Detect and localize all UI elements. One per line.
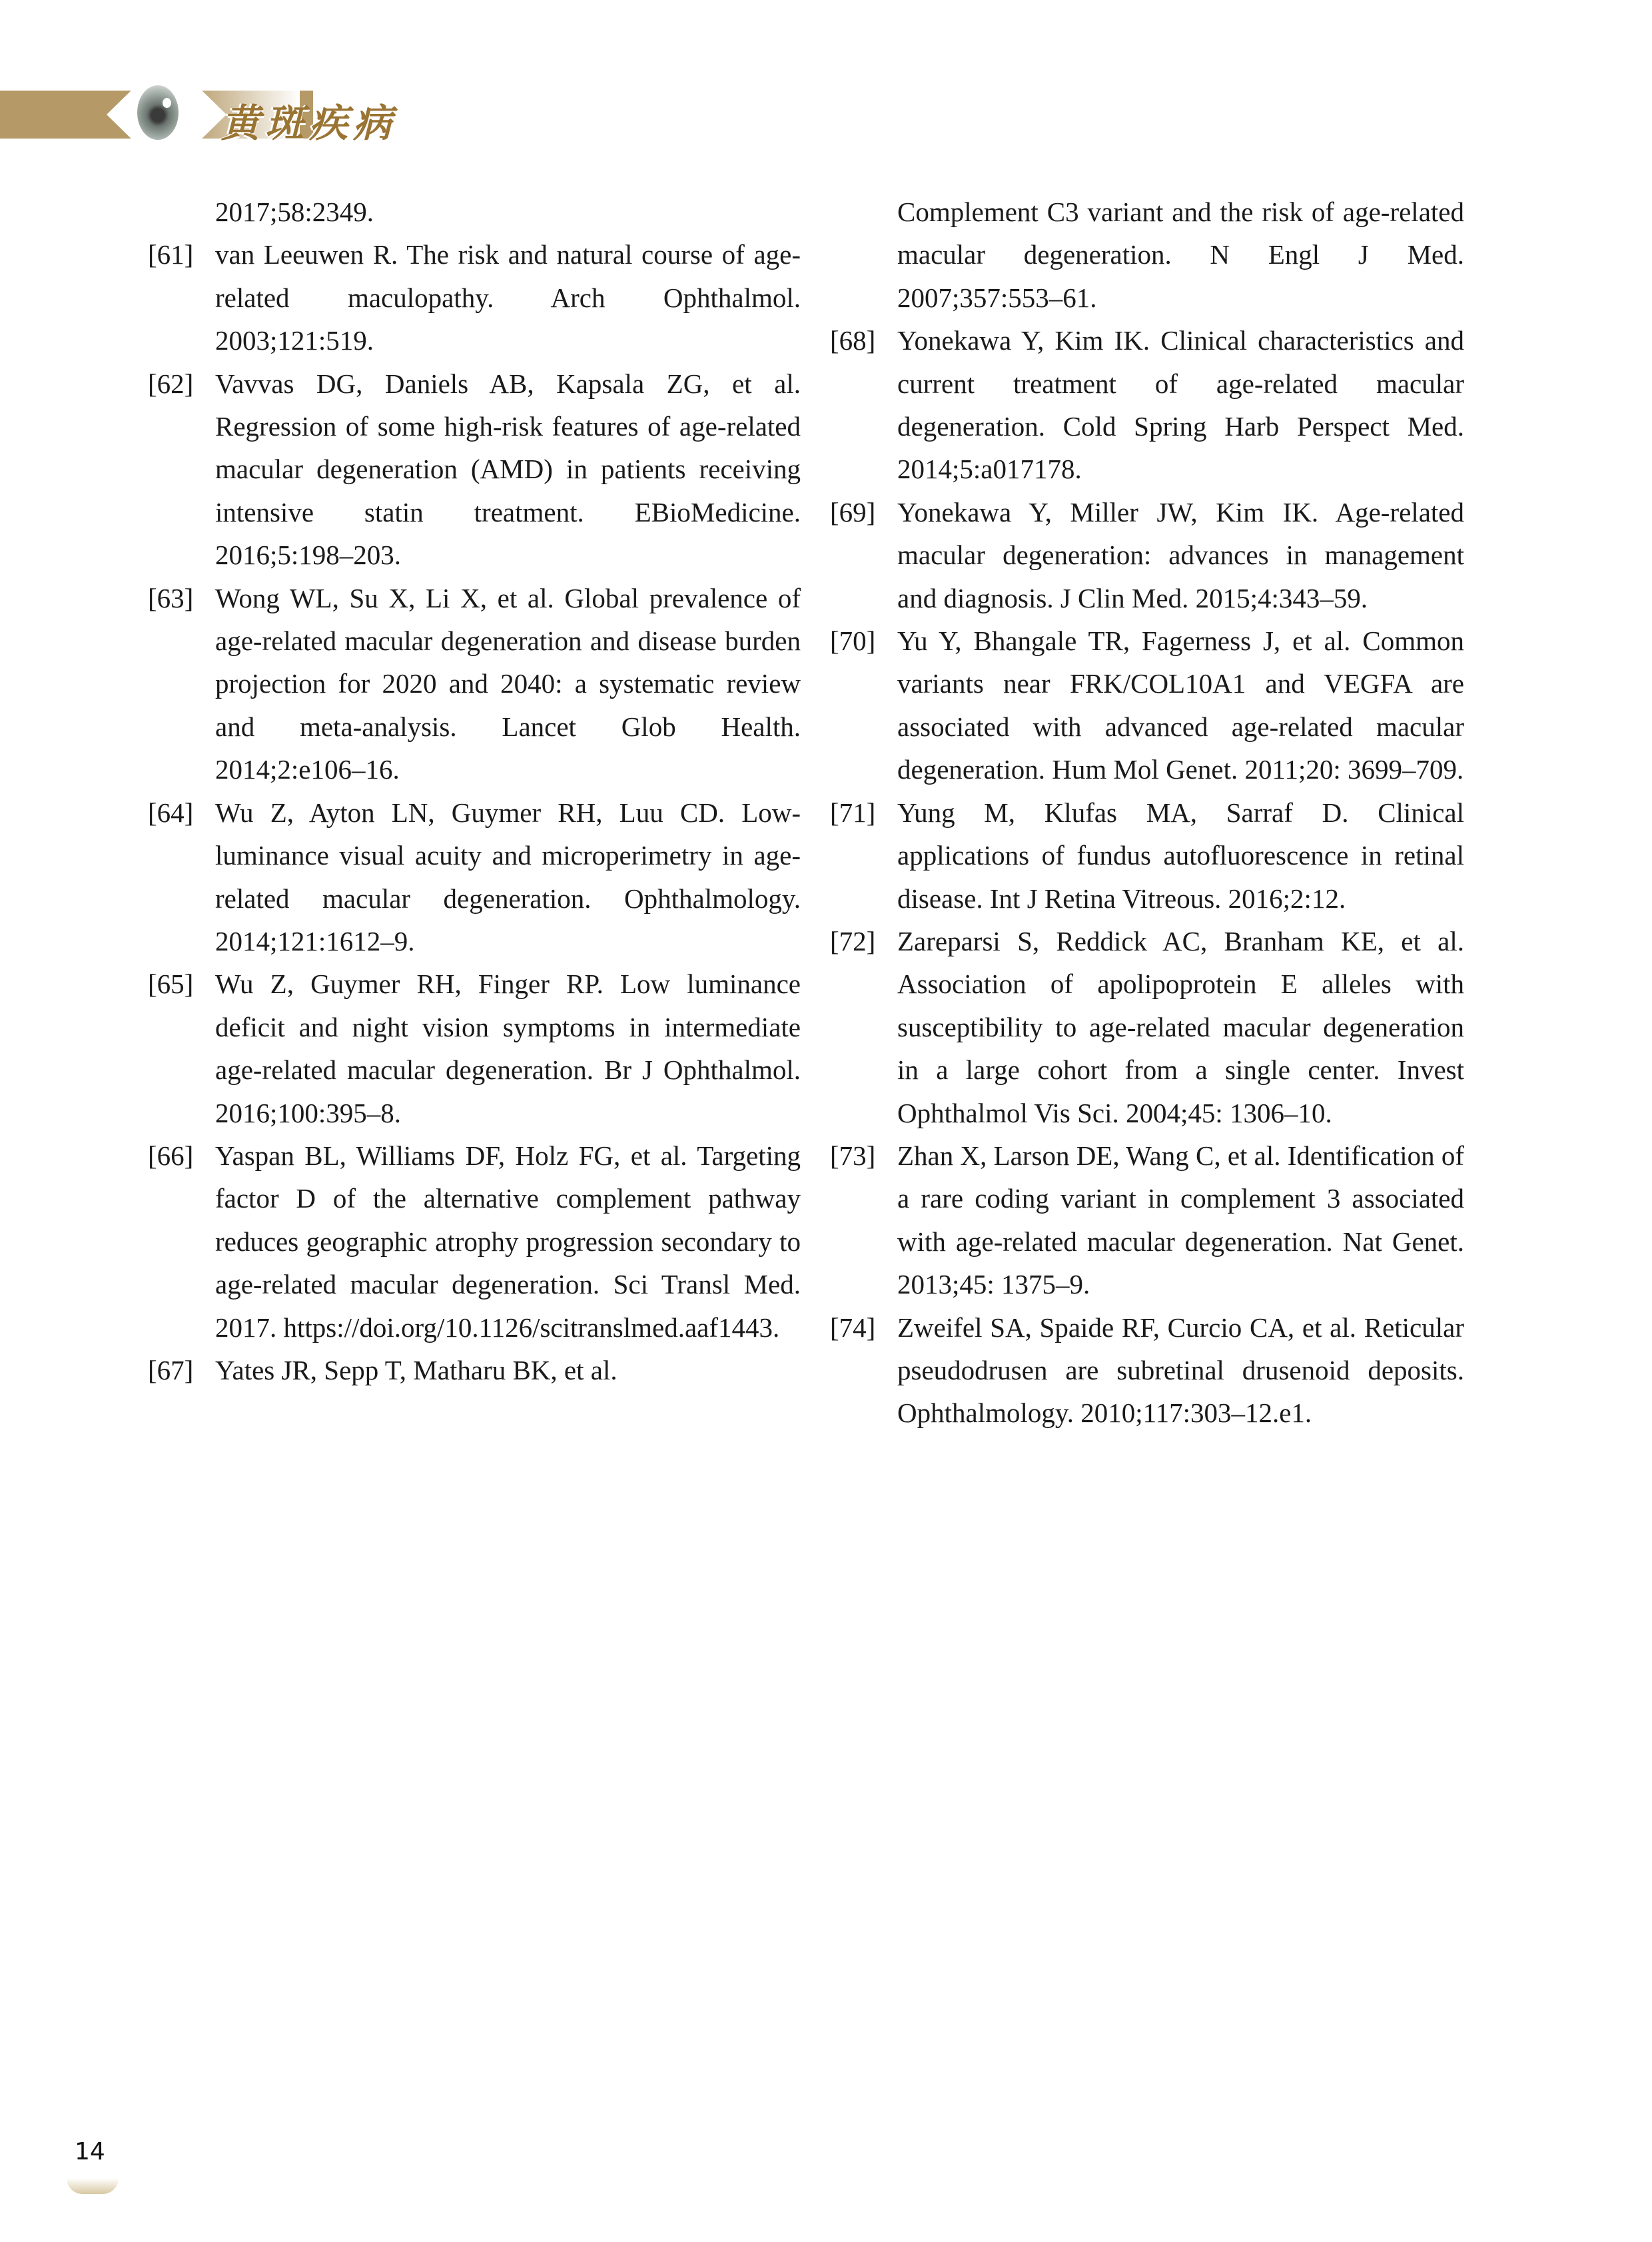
reference-entry bbox=[830, 190, 1464, 319]
reference-number: [69] bbox=[830, 496, 876, 528]
reference-text: Vavvas DG, Daniels AB, Kapsala ZG, et al. Regression of some high-risk features of age-related macular degeneration (AMD) in patients receiving intensive statin treatment. EBioMedicine. 2016;5:198–203. bbox=[215, 368, 801, 571]
reference-text: Yung M, Klufas MA, Sarraf D. Clinical applications of fundus autofluorescence in retinal disease. Int J Retina Vitreous. 2016;2:12. bbox=[897, 797, 1464, 914]
page-number-ornament bbox=[67, 2178, 119, 2194]
reference-number: [74] bbox=[830, 1311, 876, 1343]
reference-entry bbox=[148, 190, 801, 233]
reference-text: van Leeuwen R. The risk and natural course of age-related maculopathy. Arch Ophthalmol. 2003;121:519. bbox=[215, 239, 801, 356]
reference-text: Zhan X, Larson DE, Wang C, et al. Identification of a rare coding variant in complement 3 associated with age-related macular degeneration. Nat Genet. 2013;45: 1375–9. bbox=[897, 1140, 1465, 1300]
reference-number: [73] bbox=[830, 1140, 876, 1171]
reference-number: [61] bbox=[148, 239, 194, 270]
reference-number bbox=[830, 190, 897, 319]
reference-number: [62] bbox=[148, 368, 194, 399]
reference-text: Zweifel SA, Spaide RF, Curcio CA, et al. Reticular pseudodrusen are subretinal drusenoid deposits. Ophthalmology. 2010;117:303–12.e1. bbox=[897, 1311, 1464, 1429]
eye-glint-icon bbox=[163, 98, 171, 108]
reference-text: Yates JR, Sepp T, Matharu BK, et al. bbox=[215, 1354, 618, 1385]
reference-number: [72] bbox=[830, 925, 876, 956]
reference-number: [67] bbox=[148, 1354, 194, 1385]
eye-iris-icon bbox=[137, 85, 179, 140]
reference-text: Yonekawa Y, Kim IK. Clinical characteristics and current treatment of age-related macular degeneration. Cold Spring Harb Perspect Med. 2014;5:a017178. bbox=[897, 325, 1464, 485]
reference-column-left bbox=[148, 190, 801, 1391]
reference-entry bbox=[148, 233, 801, 362]
reference-number: [66] bbox=[148, 1140, 194, 1171]
reference-entry bbox=[830, 619, 1464, 791]
reference-text: Complement C3 variant and the risk of age-related macular degeneration. N Engl J Med. 2007;357:553–61. bbox=[897, 196, 1464, 313]
reference-text: Yonekawa Y, Miller JW, Kim IK. Age-related macular degeneration: advances in management and diagnosis. J Clin Med. 2015;4:343–59. bbox=[897, 496, 1464, 613]
reference-entry bbox=[148, 362, 801, 577]
reference-text: 2017;58:2349. bbox=[215, 196, 374, 227]
reference-entry bbox=[830, 920, 1464, 1134]
reference-text: Zareparsi S, Reddick AC, Branham KE, et al. Association of apolipoprotein E alleles with susceptibility to age-related macular degeneration in a large cohort from a single center. Invest Ophthalmol Vis Sci. 2004;45: 1306–10. bbox=[897, 925, 1464, 1128]
reference-number: [68] bbox=[830, 325, 876, 356]
reference-entry bbox=[148, 791, 801, 963]
reference-text: Wu Z, Guymer RH, Finger RP. Low luminance deficit and night vision symptoms in intermediate age-related macular degeneration. Br J Ophthalmol. 2016;100:395–8. bbox=[215, 968, 801, 1128]
reference-number: [65] bbox=[148, 968, 194, 1000]
reference-text: Wong WL, Su X, Li X, et al. Global prevalence of age-related macular degeneration and disease burden projection for 2020 and 2040: a systematic review and meta-analysis. Lancet Glob Health. 2014;2:e106–16. bbox=[215, 582, 801, 785]
reference-entry bbox=[148, 1134, 801, 1349]
reference-entry bbox=[830, 491, 1464, 619]
reference-entry bbox=[830, 1134, 1464, 1306]
reference-entry bbox=[830, 319, 1464, 491]
reference-entry bbox=[148, 962, 801, 1134]
reference-entry bbox=[830, 1306, 1464, 1435]
reference-entry bbox=[148, 577, 801, 791]
page-number: 14 bbox=[75, 2138, 105, 2165]
reference-entry bbox=[830, 791, 1464, 920]
reference-text: Wu Z, Ayton LN, Guymer RH, Luu CD. Low-luminance visual acuity and microperimetry in age-related macular degeneration. Ophthalmology. 2014;121:1612–9. bbox=[215, 797, 801, 956]
journal-title: 黄斑疾病 bbox=[221, 101, 398, 146]
reference-entry bbox=[148, 1349, 801, 1391]
reference-number bbox=[148, 190, 215, 233]
reference-number: [70] bbox=[830, 625, 876, 657]
reference-number: [71] bbox=[830, 797, 876, 828]
reference-number: [63] bbox=[148, 582, 194, 613]
reference-text: Yaspan BL, Williams DF, Holz FG, et al. Targeting factor D of the alternative complement pathway reduces geographic atrophy progression secondary to age-related macular degeneration. Sci Transl Med. 2017. https://doi.org/10.1126/scitranslmed.aaf1443. bbox=[215, 1140, 801, 1343]
reference-text: Yu Y, Bhangale TR, Fagerness J, et al. Common variants near FRK/COL10A1 and VEGFA are associated with advanced age-related macular degeneration. Hum Mol Genet. 2011;20: 3699–709. bbox=[897, 625, 1464, 785]
reference-column-right bbox=[830, 190, 1464, 1435]
reference-number: [64] bbox=[148, 797, 194, 828]
